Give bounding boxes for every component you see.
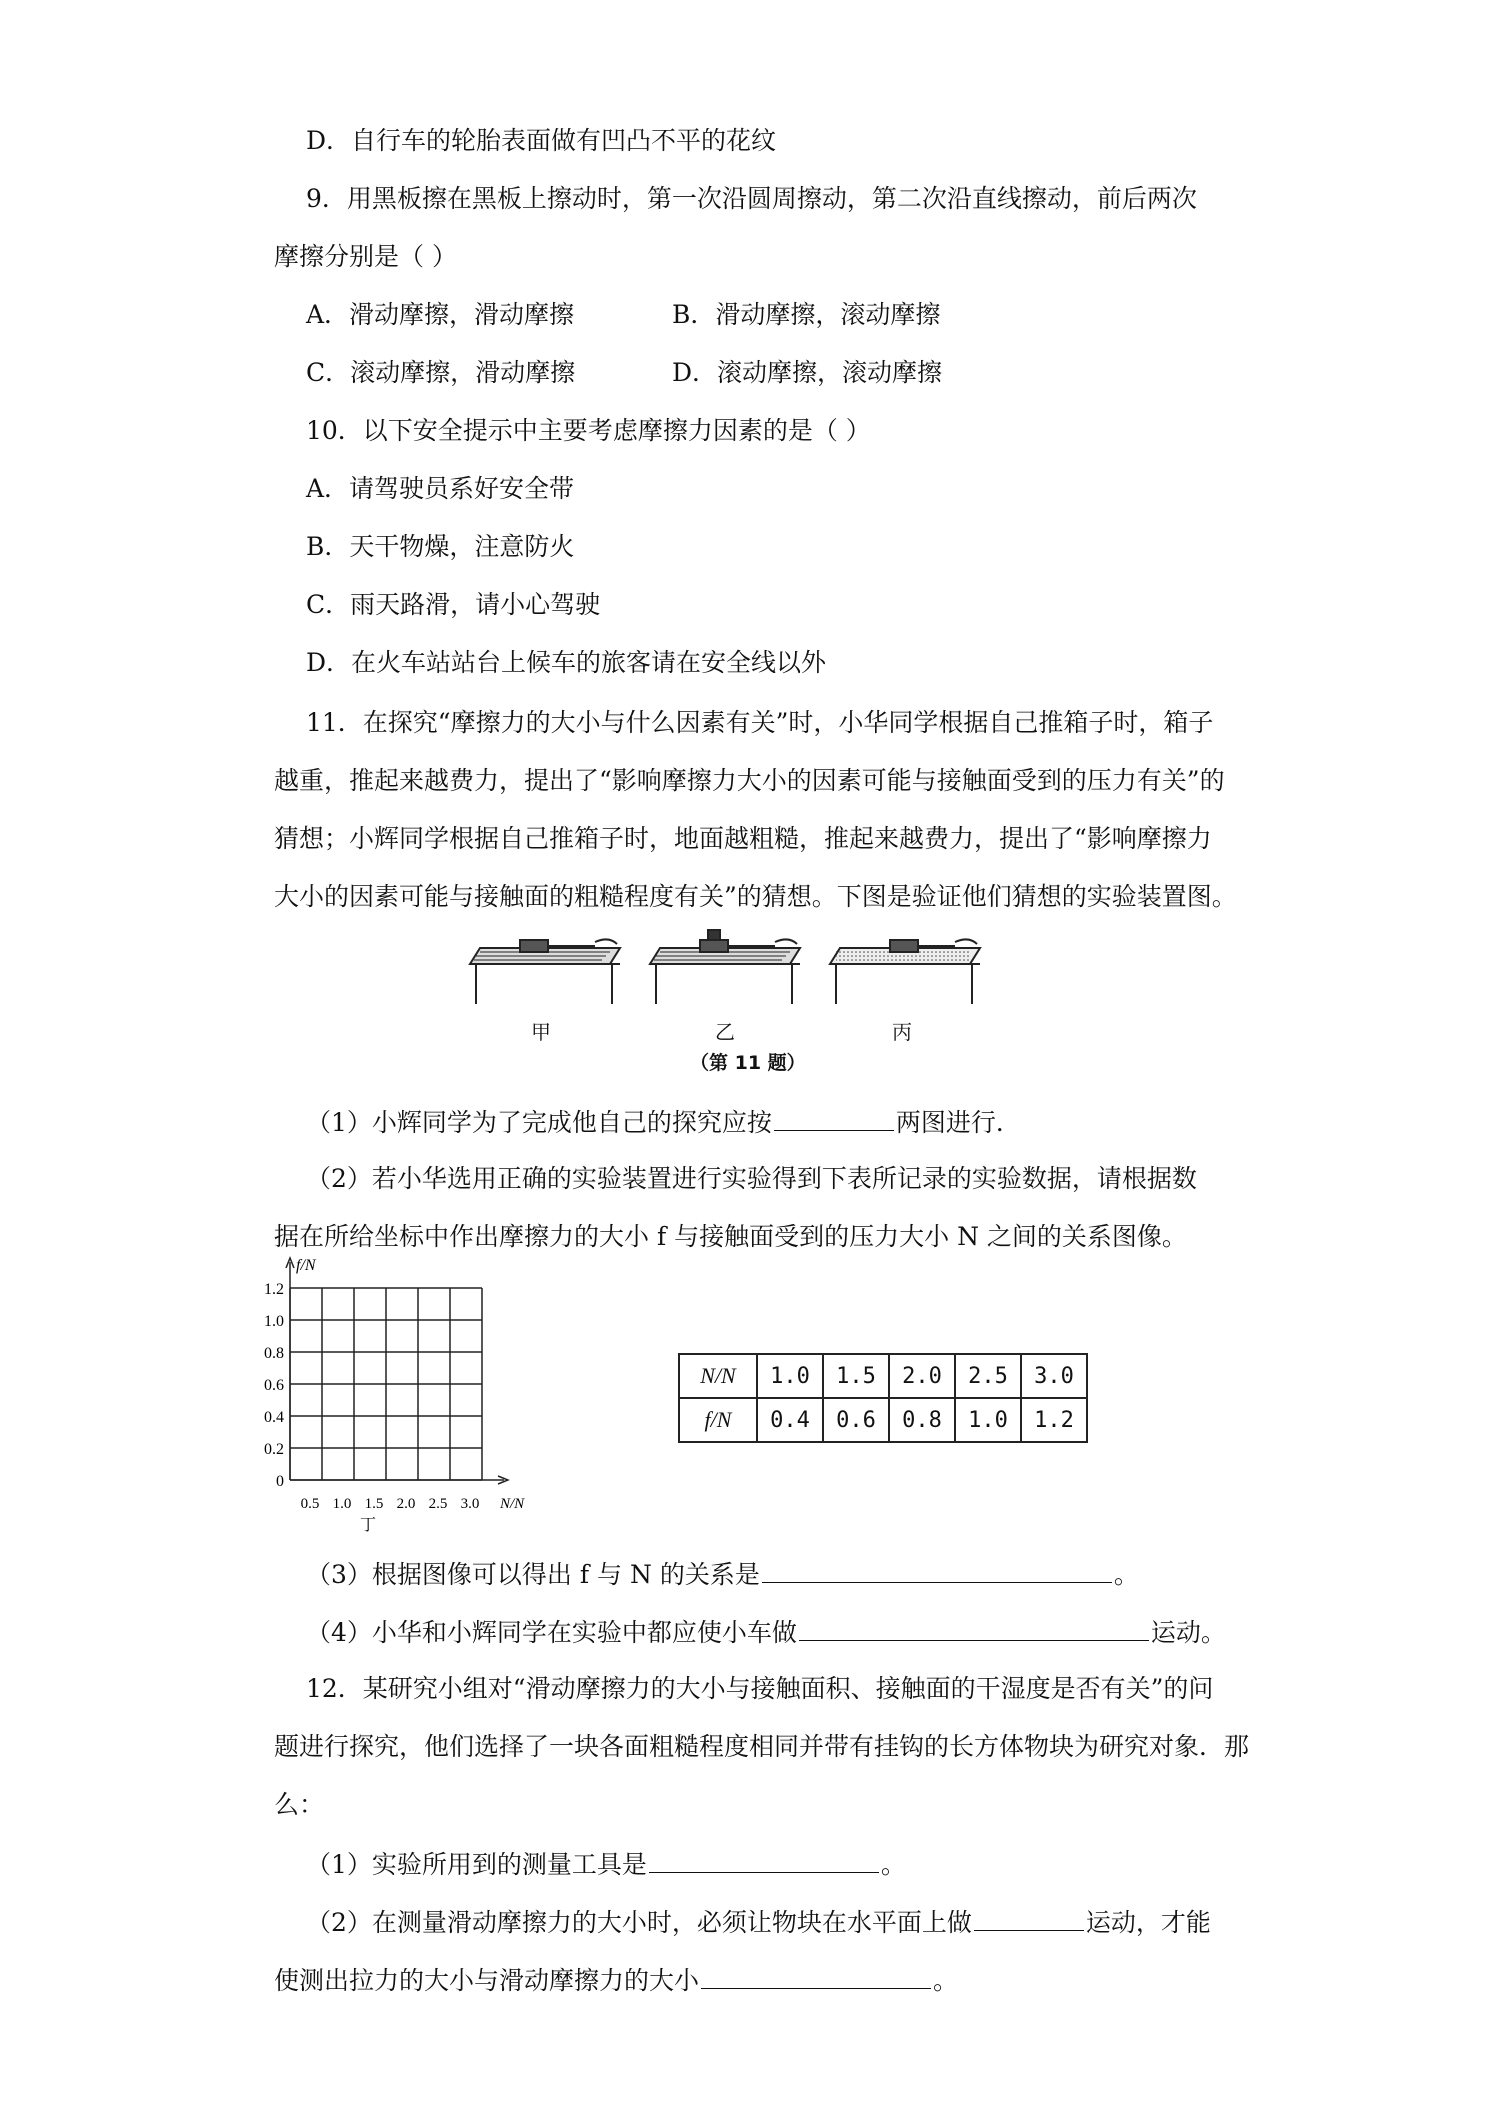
table-row	[679, 1354, 1087, 1398]
q9-stem-line1: 9．用黑板擦在黑板上擦动时，第一次沿圆周擦动，第二次沿直线擦动，前后两次	[306, 184, 1197, 213]
q11-part4-tail: 运动。	[1150, 1618, 1226, 1647]
q11-apparatus-figure	[470, 930, 1010, 1010]
q12-stem-line1: 12．某研究小组对“滑动摩擦力的大小与接触面积、接触面的干湿度是否有关”的问	[306, 1674, 1214, 1703]
q12-part2-blank1[interactable]	[974, 1904, 1084, 1931]
q10-option-b: B．天干物燥，注意防火	[306, 532, 575, 561]
q12-stem-line3: 么：	[274, 1790, 325, 1819]
y-tick-label: 0.8	[264, 1345, 284, 1362]
q11-part4-text: （4）小华和小辉同学在实验中都应使小车做	[306, 1618, 797, 1647]
figure-label-bing: 丙	[892, 1020, 912, 1044]
q10-option-c: C．雨天路滑，请小心驾驶	[306, 590, 601, 619]
q11-part1-blank[interactable]	[774, 1104, 894, 1131]
table-cell: 1.5	[823, 1354, 889, 1398]
q12-part1-blank[interactable]	[649, 1846, 879, 1873]
q12-part1-text: （1）实验所用到的测量工具是	[306, 1850, 647, 1879]
q11-part3	[306, 1556, 1139, 1592]
x-tick-label: 2.0	[396, 1496, 416, 1512]
table-cell: 2.5	[955, 1354, 1021, 1398]
q10-option-a: A．请驾驶员系好安全带	[306, 474, 575, 503]
q9-option-b: B．滑动摩擦，滚动摩擦	[672, 300, 941, 329]
apparatus-jia	[470, 939, 620, 1004]
x-tick-label: 1.5	[364, 1496, 384, 1512]
q11-stem-line4: 大小的因素可能与接触面的粗糙程度有关”的猜想。下图是验证他们猜想的实验装置图。	[274, 882, 1237, 911]
q12-part2-line2	[274, 1962, 958, 1998]
grid-caption: 丁	[359, 1515, 377, 1534]
figure-caption: （第 11 题）	[690, 1052, 806, 1074]
q11-stem-line1: 11．在探究“摩擦力的大小与什么因素有关”时，小华同学根据自己推箱子时，箱子	[306, 708, 1214, 737]
q12-part2-text2: 使测出拉力的大小与滑动摩擦力的大小	[274, 1966, 700, 1995]
q10-option-d: D．在火车站站台上候车的旅客请在安全线以外	[306, 648, 827, 677]
table-cell: 2.0	[889, 1354, 955, 1398]
x-tick-label: 2.5	[428, 1496, 448, 1512]
q11-stem-line2: 越重，推起来越费力，提出了“影响摩擦力大小的因素可能与接触面受到的压力有关”的	[274, 766, 1225, 795]
origin-label: 0	[276, 1473, 284, 1490]
table-cell: 1.0	[757, 1354, 823, 1398]
q11-part4-blank[interactable]	[799, 1614, 1149, 1641]
table-cell: 1.0	[955, 1398, 1021, 1442]
q12-part2-text: （2）在测量滑动摩擦力的大小时，必须让物块在水平面上做	[306, 1908, 972, 1937]
q12-part2-line1	[306, 1904, 1211, 1940]
table-cell: 0.6	[823, 1398, 889, 1442]
q12-part2-mid: 运动，才能	[1085, 1908, 1211, 1937]
table-cell: 0.8	[889, 1398, 955, 1442]
table-row	[679, 1398, 1087, 1442]
q11-part2-line1: （2）若小华选用正确的实验装置进行实验得到下表所记录的实验数据，请根据数	[306, 1164, 1197, 1193]
q11-part4	[306, 1614, 1226, 1650]
table-row-header-f: f/N	[679, 1398, 757, 1442]
x-tick-label: 3.0	[460, 1496, 480, 1512]
q12-stem-line2: 题进行探究，他们选择了一块各面粗糙程度相同并带有挂钩的长方体物块为研究对象．那	[274, 1732, 1250, 1761]
data-table	[678, 1353, 1088, 1443]
q10-stem: 10．以下安全提示中主要考虑摩擦力因素的是（ ）	[306, 416, 871, 445]
q11-part1-text: （1）小辉同学为了完成他自己的探究应按	[306, 1108, 772, 1137]
q11-part3-tail: 。	[1113, 1560, 1139, 1589]
table-cell: 0.4	[757, 1398, 823, 1442]
y-tick-label: 1.0	[264, 1313, 284, 1330]
q9-option-a: A．滑动摩擦，滑动摩擦	[306, 300, 575, 329]
y-tick-label: 0.4	[264, 1409, 284, 1426]
table-cell: 1.2	[1021, 1398, 1087, 1442]
x-tick-label: 1.0	[332, 1496, 352, 1512]
apparatus-yi	[650, 930, 800, 1004]
q11-stem-line3: 猜想；小辉同学根据自己推箱子时，地面越粗糙，推起来越费力，提出了“影响摩擦力	[274, 824, 1212, 853]
table-row-header-n: N/N	[679, 1354, 757, 1398]
y-tick-label: 0.6	[264, 1377, 284, 1394]
x-axis-label: N/N	[500, 1496, 525, 1512]
q12-part2-tail: 。	[933, 1966, 959, 1995]
figure-label-yi: 乙	[715, 1020, 735, 1044]
f-vs-n-grid-chart	[240, 1257, 560, 1534]
q8-option-d: D．自行车的轮胎表面做有凹凸不平的花纹	[306, 126, 777, 155]
x-tick-label: 0.5	[300, 1496, 320, 1512]
q9-option-c: C．滚动摩擦，滑动摩擦	[306, 358, 576, 387]
q9-option-d: D．滚动摩擦，滚动摩擦	[672, 358, 943, 387]
table-cell: 3.0	[1021, 1354, 1087, 1398]
q12-part1	[306, 1846, 906, 1882]
y-tick-label: 1.2	[264, 1281, 284, 1298]
apparatus-bing	[830, 939, 980, 1004]
q11-part2-line2: 据在所给坐标中作出摩擦力的大小 f 与接触面受到的压力大小 N 之间的关系图像。	[274, 1222, 1187, 1251]
q9-stem-line2: 摩擦分别是（ ）	[274, 242, 457, 271]
figure-label-jia: 甲	[531, 1020, 551, 1044]
q12-part1-tail: 。	[880, 1850, 906, 1879]
q11-part1	[306, 1104, 1021, 1140]
q11-part3-text: （3）根据图像可以得出 f 与 N 的关系是	[306, 1560, 760, 1589]
y-axis-label: f/N	[296, 1257, 316, 1274]
q11-part3-blank[interactable]	[762, 1556, 1112, 1583]
q12-part2-blank2[interactable]	[701, 1962, 931, 1989]
y-tick-label: 0.2	[264, 1441, 284, 1458]
q11-part1-tail: 两图进行．	[895, 1108, 1021, 1137]
